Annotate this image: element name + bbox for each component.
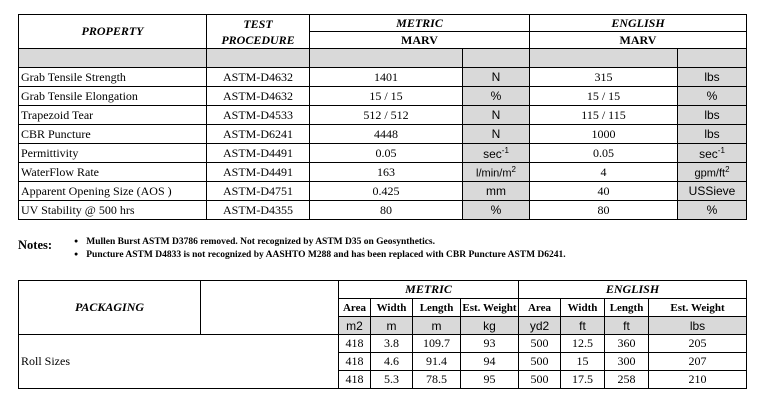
metric-width-unit: m — [371, 317, 413, 335]
property-name: UV Stability @ 500 hrs — [19, 201, 207, 220]
english-marv-header: MARV — [530, 32, 747, 49]
property-name: CBR Puncture — [19, 125, 207, 144]
table-row — [19, 68, 747, 87]
metric-area: 418 — [339, 371, 371, 389]
test-procedure: ASTM-D4533 — [207, 106, 310, 125]
test-procedure: ASTM-D4632 — [207, 68, 310, 87]
test-procedure: ASTM-D4355 — [207, 201, 310, 220]
property-name: Grab Tensile Strength — [19, 68, 207, 87]
property-name: Permittivity — [19, 144, 207, 163]
roll-sizes-label: Roll Sizes — [19, 335, 339, 389]
property-name: Grab Tensile Elongation — [19, 87, 207, 106]
english-length-unit: ft — [605, 317, 649, 335]
english-value: 80 — [530, 201, 678, 220]
english-unit: gpm/$ft^2$ — [678, 163, 747, 182]
metric-weight: 94 — [461, 353, 519, 371]
metric-width-header: Width — [371, 299, 413, 317]
english-area: 500 — [519, 335, 561, 353]
metric-weight: 93 — [461, 335, 519, 353]
english-length: 300 — [605, 353, 649, 371]
english-area-unit: yd2 — [519, 317, 561, 335]
table-row — [19, 335, 747, 353]
metric-weight-header: Est. Weight — [461, 299, 519, 317]
english-width-unit: ft — [561, 317, 605, 335]
metric-length-unit: m — [413, 317, 461, 335]
metric-value: 512 / 512 — [310, 106, 463, 125]
notes-list — [74, 236, 566, 262]
metric-value: 1401 — [310, 68, 463, 87]
table-row — [19, 201, 747, 220]
metric-unit: N — [463, 68, 530, 87]
english-value: 40 — [530, 182, 678, 201]
test-procedure: ASTM-D6241 — [207, 125, 310, 144]
test-procedure-header: TEST PROCEDURE — [207, 15, 310, 49]
english-unit: % — [678, 87, 747, 106]
english-weight-header: Est. Weight — [649, 299, 747, 317]
notes-label: Notes: — [18, 238, 53, 252]
table-row — [19, 125, 747, 144]
note-item: ● Puncture ASTM D4833 is not recognized by AASHTO M288 and has been replaced with CBR Puncture ASTM D6241. — [74, 249, 566, 262]
english-unit: USSieve — [678, 182, 747, 201]
packaging-blank-cell — [201, 281, 339, 335]
test-procedure: ASTM-D4491 — [207, 144, 310, 163]
metric-value: 80 — [310, 201, 463, 220]
english-area: 500 — [519, 353, 561, 371]
english-header: ENGLISH — [530, 15, 747, 32]
english-value: 15 / 15 — [530, 87, 678, 106]
metric-width: 5.3 — [371, 371, 413, 389]
english-length: 258 — [605, 371, 649, 389]
properties-header-row-1 — [19, 15, 747, 32]
english-value: 0.05 — [530, 144, 678, 163]
metric-area-unit: m2 — [339, 317, 371, 335]
property-header: PROPERTY — [19, 15, 207, 49]
note-item: ● Mullen Burst ASTM D3786 removed. Not recognized by ASTM D35 on Geosynthetics. — [74, 236, 566, 249]
metric-area-header: Area — [339, 299, 371, 317]
spacer-row — [19, 49, 747, 68]
test-procedure: ASTM-D4491 — [207, 163, 310, 182]
english-width: 15 — [561, 353, 605, 371]
packaging-header-row — [19, 281, 747, 299]
test-procedure: ASTM-D4632 — [207, 87, 310, 106]
metric-unit: N — [463, 106, 530, 125]
metric-header: METRIC — [310, 15, 530, 32]
pack-metric-header: METRIC — [339, 281, 519, 299]
metric-value: 0.05 — [310, 144, 463, 163]
metric-unit: $l/\min/m^2$ — [463, 163, 530, 182]
properties-table — [18, 14, 747, 220]
english-width: 12.5 — [561, 335, 605, 353]
english-value: 4 — [530, 163, 678, 182]
metric-weight-unit: kg — [461, 317, 519, 335]
metric-area: 418 — [339, 353, 371, 371]
metric-weight: 95 — [461, 371, 519, 389]
english-weight: 207 — [649, 353, 747, 371]
english-unit: lbs — [678, 125, 747, 144]
metric-length: 109.7 — [413, 335, 461, 353]
metric-value: 4448 — [310, 125, 463, 144]
english-length-header: Length — [605, 299, 649, 317]
english-weight: 205 — [649, 335, 747, 353]
english-width-header: Width — [561, 299, 605, 317]
metric-value: 15 / 15 — [310, 87, 463, 106]
english-length: 360 — [605, 335, 649, 353]
table-row — [19, 87, 747, 106]
property-name: Trapezoid Tear — [19, 106, 207, 125]
metric-unit: N — [463, 125, 530, 144]
table-row — [19, 163, 747, 182]
metric-marv-header: MARV — [310, 32, 530, 49]
english-unit: % — [678, 201, 747, 220]
packaging-header: PACKAGING — [19, 281, 201, 335]
property-name: WaterFlow Rate — [19, 163, 207, 182]
table-row — [19, 182, 747, 201]
metric-unit: % — [463, 87, 530, 106]
pack-english-header: ENGLISH — [519, 281, 747, 299]
english-area: 500 — [519, 371, 561, 389]
english-value: 1000 — [530, 125, 678, 144]
english-value: 315 — [530, 68, 678, 87]
metric-unit: mm — [463, 182, 530, 201]
english-weight: 210 — [649, 371, 747, 389]
metric-area: 418 — [339, 335, 371, 353]
metric-unit: % — [463, 201, 530, 220]
metric-value: 163 — [310, 163, 463, 182]
metric-length-header: Length — [413, 299, 461, 317]
english-unit: lbs — [678, 68, 747, 87]
metric-width: 3.8 — [371, 335, 413, 353]
notes-section — [18, 236, 746, 266]
english-weight-unit: lbs — [649, 317, 747, 335]
metric-value: 0.425 — [310, 182, 463, 201]
property-name: Apparent Opening Size (AOS ) — [19, 182, 207, 201]
table-row — [19, 106, 747, 125]
english-unit: $\sec^{-1}$ — [678, 144, 747, 163]
metric-width: 4.6 — [371, 353, 413, 371]
english-unit: lbs — [678, 106, 747, 125]
english-width: 17.5 — [561, 371, 605, 389]
english-area-header: Area — [519, 299, 561, 317]
metric-length: 78.5 — [413, 371, 461, 389]
test-procedure: ASTM-D4751 — [207, 182, 310, 201]
packaging-table — [18, 280, 747, 389]
english-value: 115 / 115 — [530, 106, 678, 125]
metric-unit: $\sec^{-1}$ — [463, 144, 530, 163]
metric-length: 91.4 — [413, 353, 461, 371]
table-row — [19, 144, 747, 163]
